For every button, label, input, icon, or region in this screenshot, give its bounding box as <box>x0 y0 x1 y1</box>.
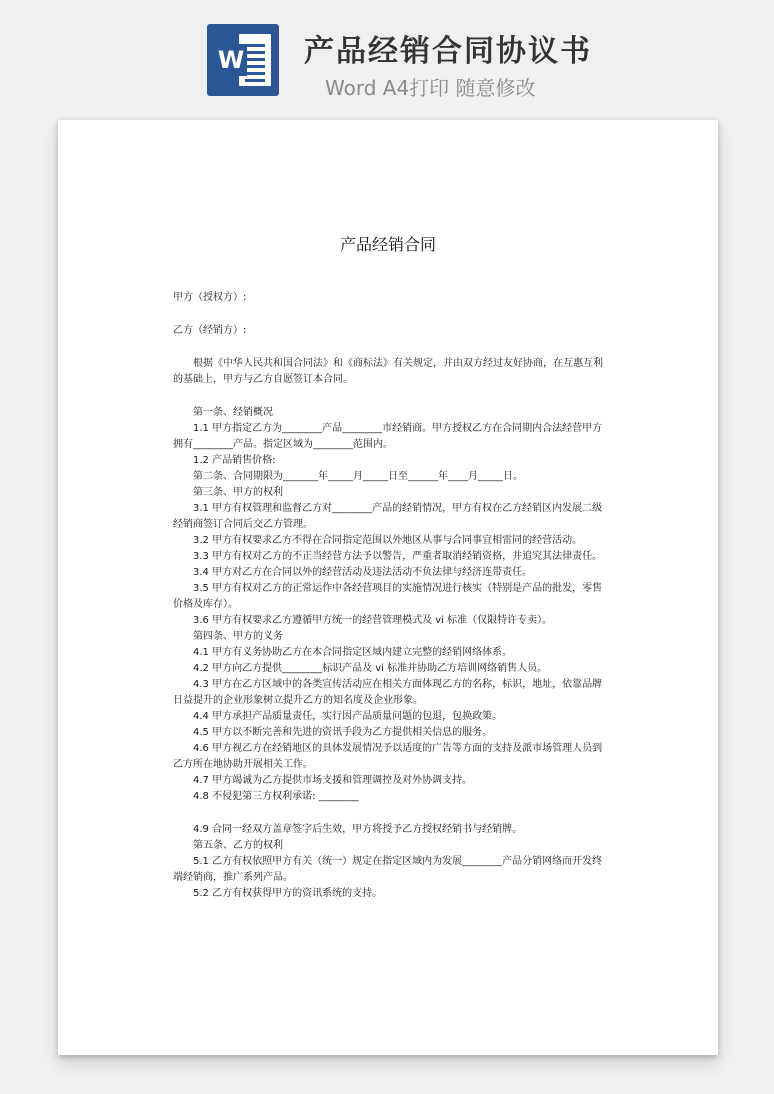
clause: 5.1 乙方有权依照甲方有关（统一）规定在指定区域内为发展________产品分销网络而开发终端经销商，推广系列产品。 <box>173 856 603 883</box>
clause: 4.3 甲方在乙方区域中的各类宣传活动应在相关方面体现乙方的名称，标识，地址，依靠品牌日益提升的企业形象树立提升乙方的知名度及企业形象。 <box>173 679 603 706</box>
clause: 4.7 甲方竭诚为乙方提供市场支援和管理调控及对外协调支持。 <box>193 775 473 786</box>
article-heading: 第四条、甲方的义务 <box>193 631 283 642</box>
article-heading: 第三条、甲方的权利 <box>193 487 283 498</box>
clause: 3.6 甲方有权要求乙方遵循甲方统一的经营管理模式及 vi 标准（仅限特许专卖）。 <box>193 615 553 626</box>
article-heading: 第二条、合同期限为_______年_____月_____日至______年____月_____日。 <box>193 471 523 482</box>
clause: 4.1 甲方有义务协助乙方在本合同指定区域内建立完整的经销网络体系。 <box>193 647 513 658</box>
party-a-line: 甲方（授权方）: <box>173 292 247 303</box>
document-page <box>58 120 718 1055</box>
clause: 4.2 甲方向乙方提供________标识产品及 vi 标准并协助乙方培训网络销售人员。 <box>193 663 548 674</box>
party-b-line: 乙方（经销方）: <box>173 325 247 336</box>
document-body <box>173 290 603 902</box>
clause: 3.1 甲方有权管理和监督乙方对________产品的经销情况，甲方有权在乙方经销区内发展二级经销商签订合同后交乙方管理。 <box>173 503 603 530</box>
clause: 3.2 甲方有权要求乙方不得在合同指定范围以外地区从事与合同事宜相雷同的经营活动。 <box>193 535 583 546</box>
app-subtitle: Word A4打印 随意修改 <box>325 76 536 100</box>
clause: 3.5 甲方有权对乙方的正常运作中各经营项目的实施情况进行核实（特别是产品的批发，零售价格及库存）。 <box>173 583 603 610</box>
clause: 5.2 乙方有权获得甲方的资讯系统的支持。 <box>193 888 383 899</box>
clause: 4.8 不侵犯第三方权利承诺: ________ <box>193 791 359 802</box>
clause: 4.6 甲方视乙方在经销地区的具体发展情况予以适度的广告等方面的支持及派市场管理人员到乙方所在地协助开展相关工作。 <box>173 743 603 770</box>
article-heading: 第一条、经销概况 <box>193 407 273 418</box>
app-title: 产品经销合同协议书 <box>304 34 592 69</box>
clause: 4.9 合同一经双方盖章签字后生效，甲方将授予乙方授权经销书与经销牌。 <box>193 824 523 835</box>
clause: 3.3 甲方有权对乙方的不正当经营方法予以警告，严重者取消经销资格，并追究其法律责任。 <box>193 551 603 562</box>
clause: 1.2 产品销售价格: <box>193 455 276 466</box>
clause: 1.1 甲方指定乙方为________产品________市经销商。甲方授权乙方在合同期内合法经营甲方拥有________产品。指定区域为________范围内。 <box>173 423 603 450</box>
clause: 4.5 甲方以不断完善和先进的资讯手段为乙方提供相关信息的服务。 <box>193 727 493 738</box>
document-title: 产品经销合同 <box>339 235 436 254</box>
clause: 4.4 甲方承担产品质量责任，实行因产品质量问题的包退，包换政策。 <box>193 711 503 722</box>
header <box>0 0 774 112</box>
article-heading: 第五条、乙方的权利 <box>193 840 283 851</box>
word-letter: W <box>215 44 247 76</box>
clause: 3.4 甲方对乙方在合同以外的经营活动及违法活动不负法律与经济连带责任。 <box>193 567 533 578</box>
intro-paragraph: 根据《中华人民共和国合同法》和《商标法》有关规定，并由双方经过友好协商，在互惠互利的基础上，甲方与乙方自愿签订本合同。 <box>173 358 603 385</box>
word-document-icon <box>207 24 279 96</box>
